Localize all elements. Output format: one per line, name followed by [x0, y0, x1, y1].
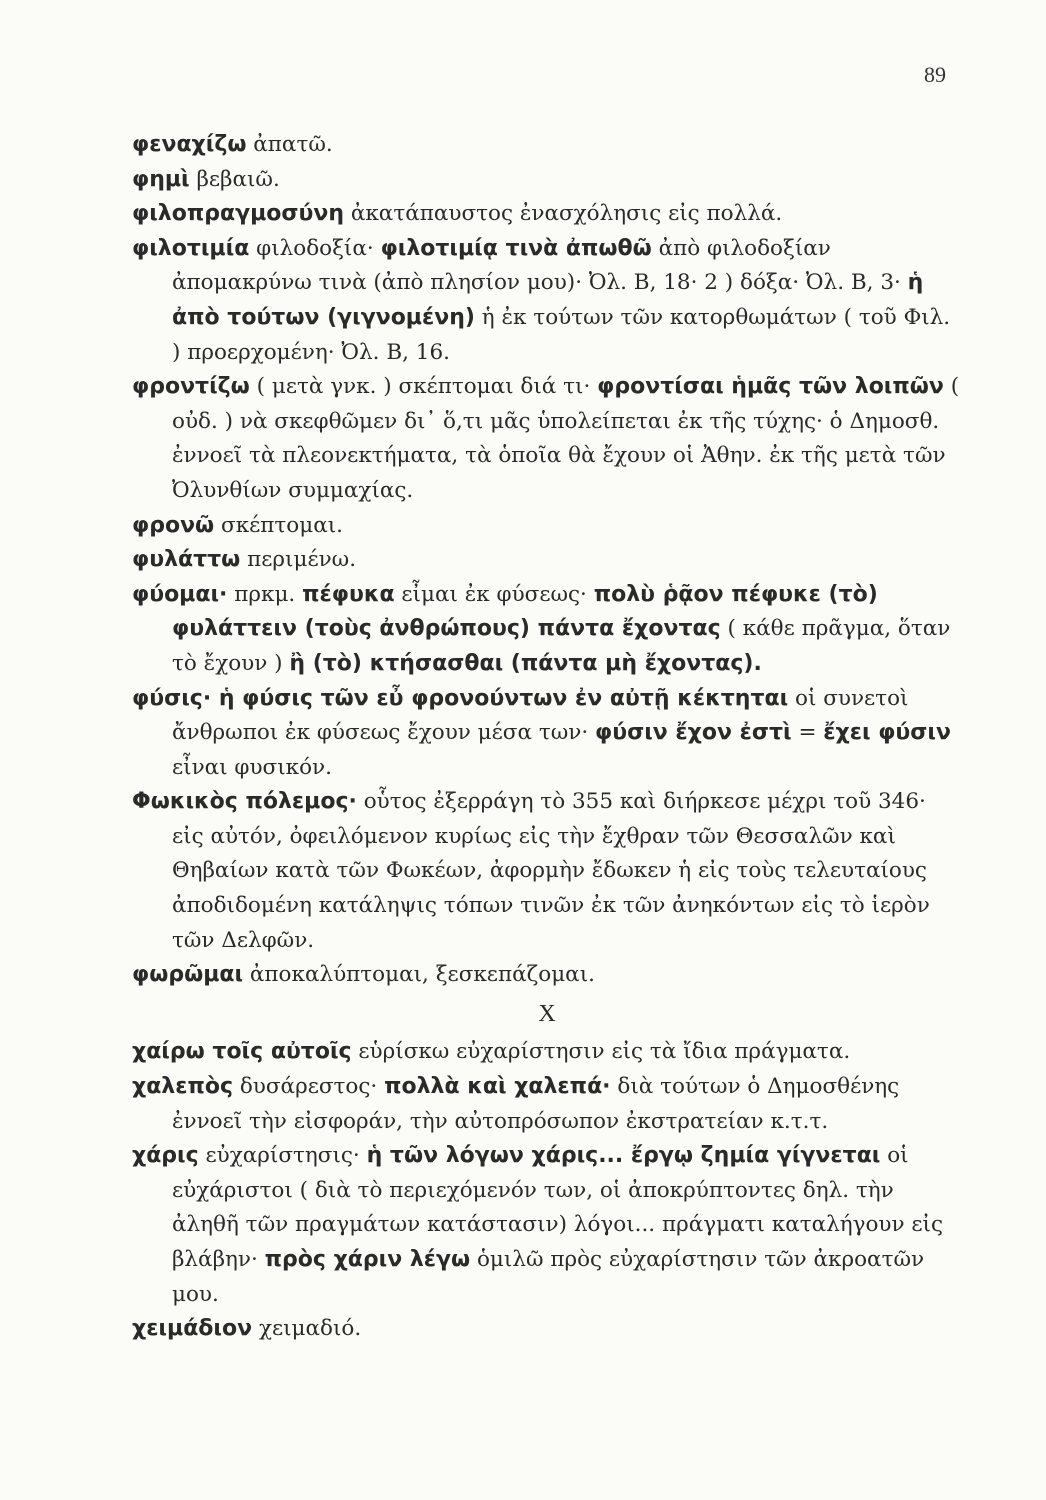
entry-headword: χειμάδιον [132, 1316, 253, 1342]
glossary-entry [132, 197, 962, 232]
entry-text: πρκμ. [227, 581, 303, 607]
section-chi [132, 1035, 962, 1346]
entry-headword: πέφυκα [302, 581, 395, 607]
entry-text: δυσάρεστος· [233, 1074, 385, 1100]
entry-text: = [791, 720, 824, 746]
entry-text: ( οὐδ. ) νὰ σκεφθῶμεν δι᾽ ὅ,τι μᾶς ὑπολείπεται ἐκ τῆς τύχης· ὁ Δημοσθ. ἐννοεῖ τὰ πλεονεκτήματα, τὰ ὁποῖα θὰ ἔχουν οἱ Ἀθην. ἐκ τῆς μετὰ τῶν Ὀλυνθίων συμμαχίας. [172, 374, 960, 503]
glossary-body [132, 128, 962, 1347]
entry-text: φιλοδοξία· [249, 235, 381, 261]
glossary-entry [132, 785, 962, 958]
glossary-entry [132, 1312, 962, 1347]
entry-text: εὑρίσκω εὐχαρίστησιν εἰς τὰ ἴδια πράγματα. [351, 1039, 851, 1065]
entry-text: εὐχαρίστησις· [198, 1143, 367, 1169]
glossary-entry [132, 232, 962, 370]
entry-headword: φιλοτιμίᾳ τινὰ ἀπωθῶ [380, 235, 652, 261]
entry-headword: φρονῶ [132, 512, 215, 538]
entry-text: εἶμαι ἐκ φύσεως· [394, 581, 594, 607]
entry-headword: φημὶ [132, 166, 190, 192]
entry-headword: φεναχίζω [132, 132, 247, 157]
entry-headword: φροντίσαι ἡμᾶς τῶν λοιπῶν [597, 374, 944, 400]
glossary-entry [132, 370, 962, 508]
entry-text: εἶναι φυσικόν. [172, 754, 332, 780]
glossary-entry [132, 1139, 962, 1312]
glossary-entry [132, 1070, 962, 1139]
entry-text: ἀποκαλύπτομαι, ξεσκεπάζομαι. [243, 962, 595, 988]
glossary-entry [132, 682, 962, 786]
glossary-entry [132, 578, 962, 682]
entry-headword: ἡ ἀπὸ τούτων (γιγνομένη) [172, 270, 924, 330]
glossary-entry [132, 1035, 962, 1070]
entry-text: ἀπατῶ. [246, 132, 333, 157]
entry-text: ὁμιλῶ πρὸς εὐχαρίστησιν τῶν ἀκροατῶν μου. [172, 1247, 925, 1307]
entry-headword: φύσις· ἡ φύσις τῶν εὖ φρονούντων ἐν αὐτῇ κέκτηται [132, 685, 789, 711]
entry-text: ( μετὰ γνκ. ) σκέπτομαι διά τι· [249, 374, 598, 400]
entry-text: οἱ εὐχάριστοι ( διὰ τὸ περιεχόμενόν των, οἱ ἀποκρύπτοντες δηλ. τὴν ἀληθῆ τῶν πραγμάτων κατάστασιν) λόγοι... πράγματι καταλήγουν εἰς βλάβην· [172, 1143, 944, 1272]
entry-headword: φροντίζω [132, 374, 250, 400]
entry-text: οἱ συνετοὶ ἄνθρωποι ἐκ φύσεως ἔχουν μέσα των· [172, 685, 909, 746]
glossary-entry [132, 163, 962, 198]
page-number: 89 [924, 62, 946, 87]
entry-text: περιμένω. [240, 547, 357, 573]
glossary-entry [132, 958, 962, 993]
entry-headword: ἢ (τὸ) κτήσασθαι (πάντα μὴ ἔχοντας). [289, 650, 762, 676]
entry-headword: χάρις [132, 1143, 199, 1169]
entry-headword: χαίρω τοῖς αὐτοῖς [132, 1039, 352, 1065]
entry-headword: πολλὰ καὶ χαλεπά· [384, 1074, 611, 1100]
glossary-entry [132, 543, 962, 578]
entry-headword: φωρῶμαι [132, 962, 244, 988]
glossary-entry [132, 128, 962, 163]
entry-headword: πολὺ ῥᾷον πέφυκε (τὸ) φυλάττειν (τοὺς ἀνθρώπους) πάντα ἔχοντας [172, 581, 878, 642]
entry-text: διὰ τούτων ὁ Δημοσθένης ἐννοεῖ τὴν εἰσφοράν, τὴν αὐτοπρόσωπον ἐκστρατείαν κ.τ.τ. [172, 1074, 900, 1134]
entry-text: βεβαιῶ. [189, 166, 280, 192]
entry-text: ἀπὸ φιλοδοξίαν ἀπομακρύνω τινὰ (ἀπὸ πλησίον μου)· Ὀλ. Β, 18· 2 ) δόξα· Ὀλ. Β, 3· [172, 235, 908, 296]
section-letter: X [538, 1000, 556, 1027]
entry-text: σκέπτομαι. [214, 512, 343, 538]
section-phi [132, 128, 962, 993]
entry-headword: Φωκικὸς πόλεμος· [132, 789, 357, 815]
entry-headword: φιλοτιμία [132, 235, 250, 261]
entry-headword: πρὸς χάριν λέγω [264, 1247, 471, 1272]
entry-headword: φύομαι· [132, 581, 228, 607]
entry-headword: φιλοπραγμοσύνη [132, 201, 345, 227]
entry-headword: ἔχει φύσιν [823, 720, 951, 746]
entry-text: ἀκατάπαυστος ἐνασχόλησις εἰς πολλά. [344, 201, 783, 227]
entry-headword: χαλεπὸς [132, 1074, 234, 1100]
entry-headword: ἡ τῶν λόγων χάρις... ἔργῳ ζημία γίγνεται [366, 1143, 881, 1169]
entry-text: οὗτος ἐξερράγη τὸ 355 καὶ διήρκεσε μέχρι τοῦ 346· εἰς αὐτόν, ὀφειλόμενον κυρίως εἰς τὴν ἔχθραν τῶν Θεσσαλῶν καὶ Θηβαίων κατὰ τῶν Φωκέων, ἀφορμὴν ἔδωκεν ἡ εἰς τοὺς τελευταίους ἀποδιδομένη κατάληψις τόπων τινῶν ἐκ τῶν ἀνηκόντων εἰς τὸ ἱερὸν τῶν Δελφῶν. [172, 789, 930, 953]
entry-headword: φύσιν ἔχον ἐστὶ [595, 720, 792, 746]
entry-text: ἡ ἐκ τούτων τῶν κατορθωμάτων ( τοῦ Φιλ. ) προερχομένη· Ὀλ. Β, 16. [172, 304, 951, 365]
glossary-entry [132, 509, 962, 544]
entry-text: ( κάθε πρᾶγμα, ὅταν τὸ ἔχουν ) [172, 616, 951, 676]
entry-headword: φυλάττω [132, 547, 241, 573]
entry-text: χειμαδιό. [252, 1316, 362, 1342]
